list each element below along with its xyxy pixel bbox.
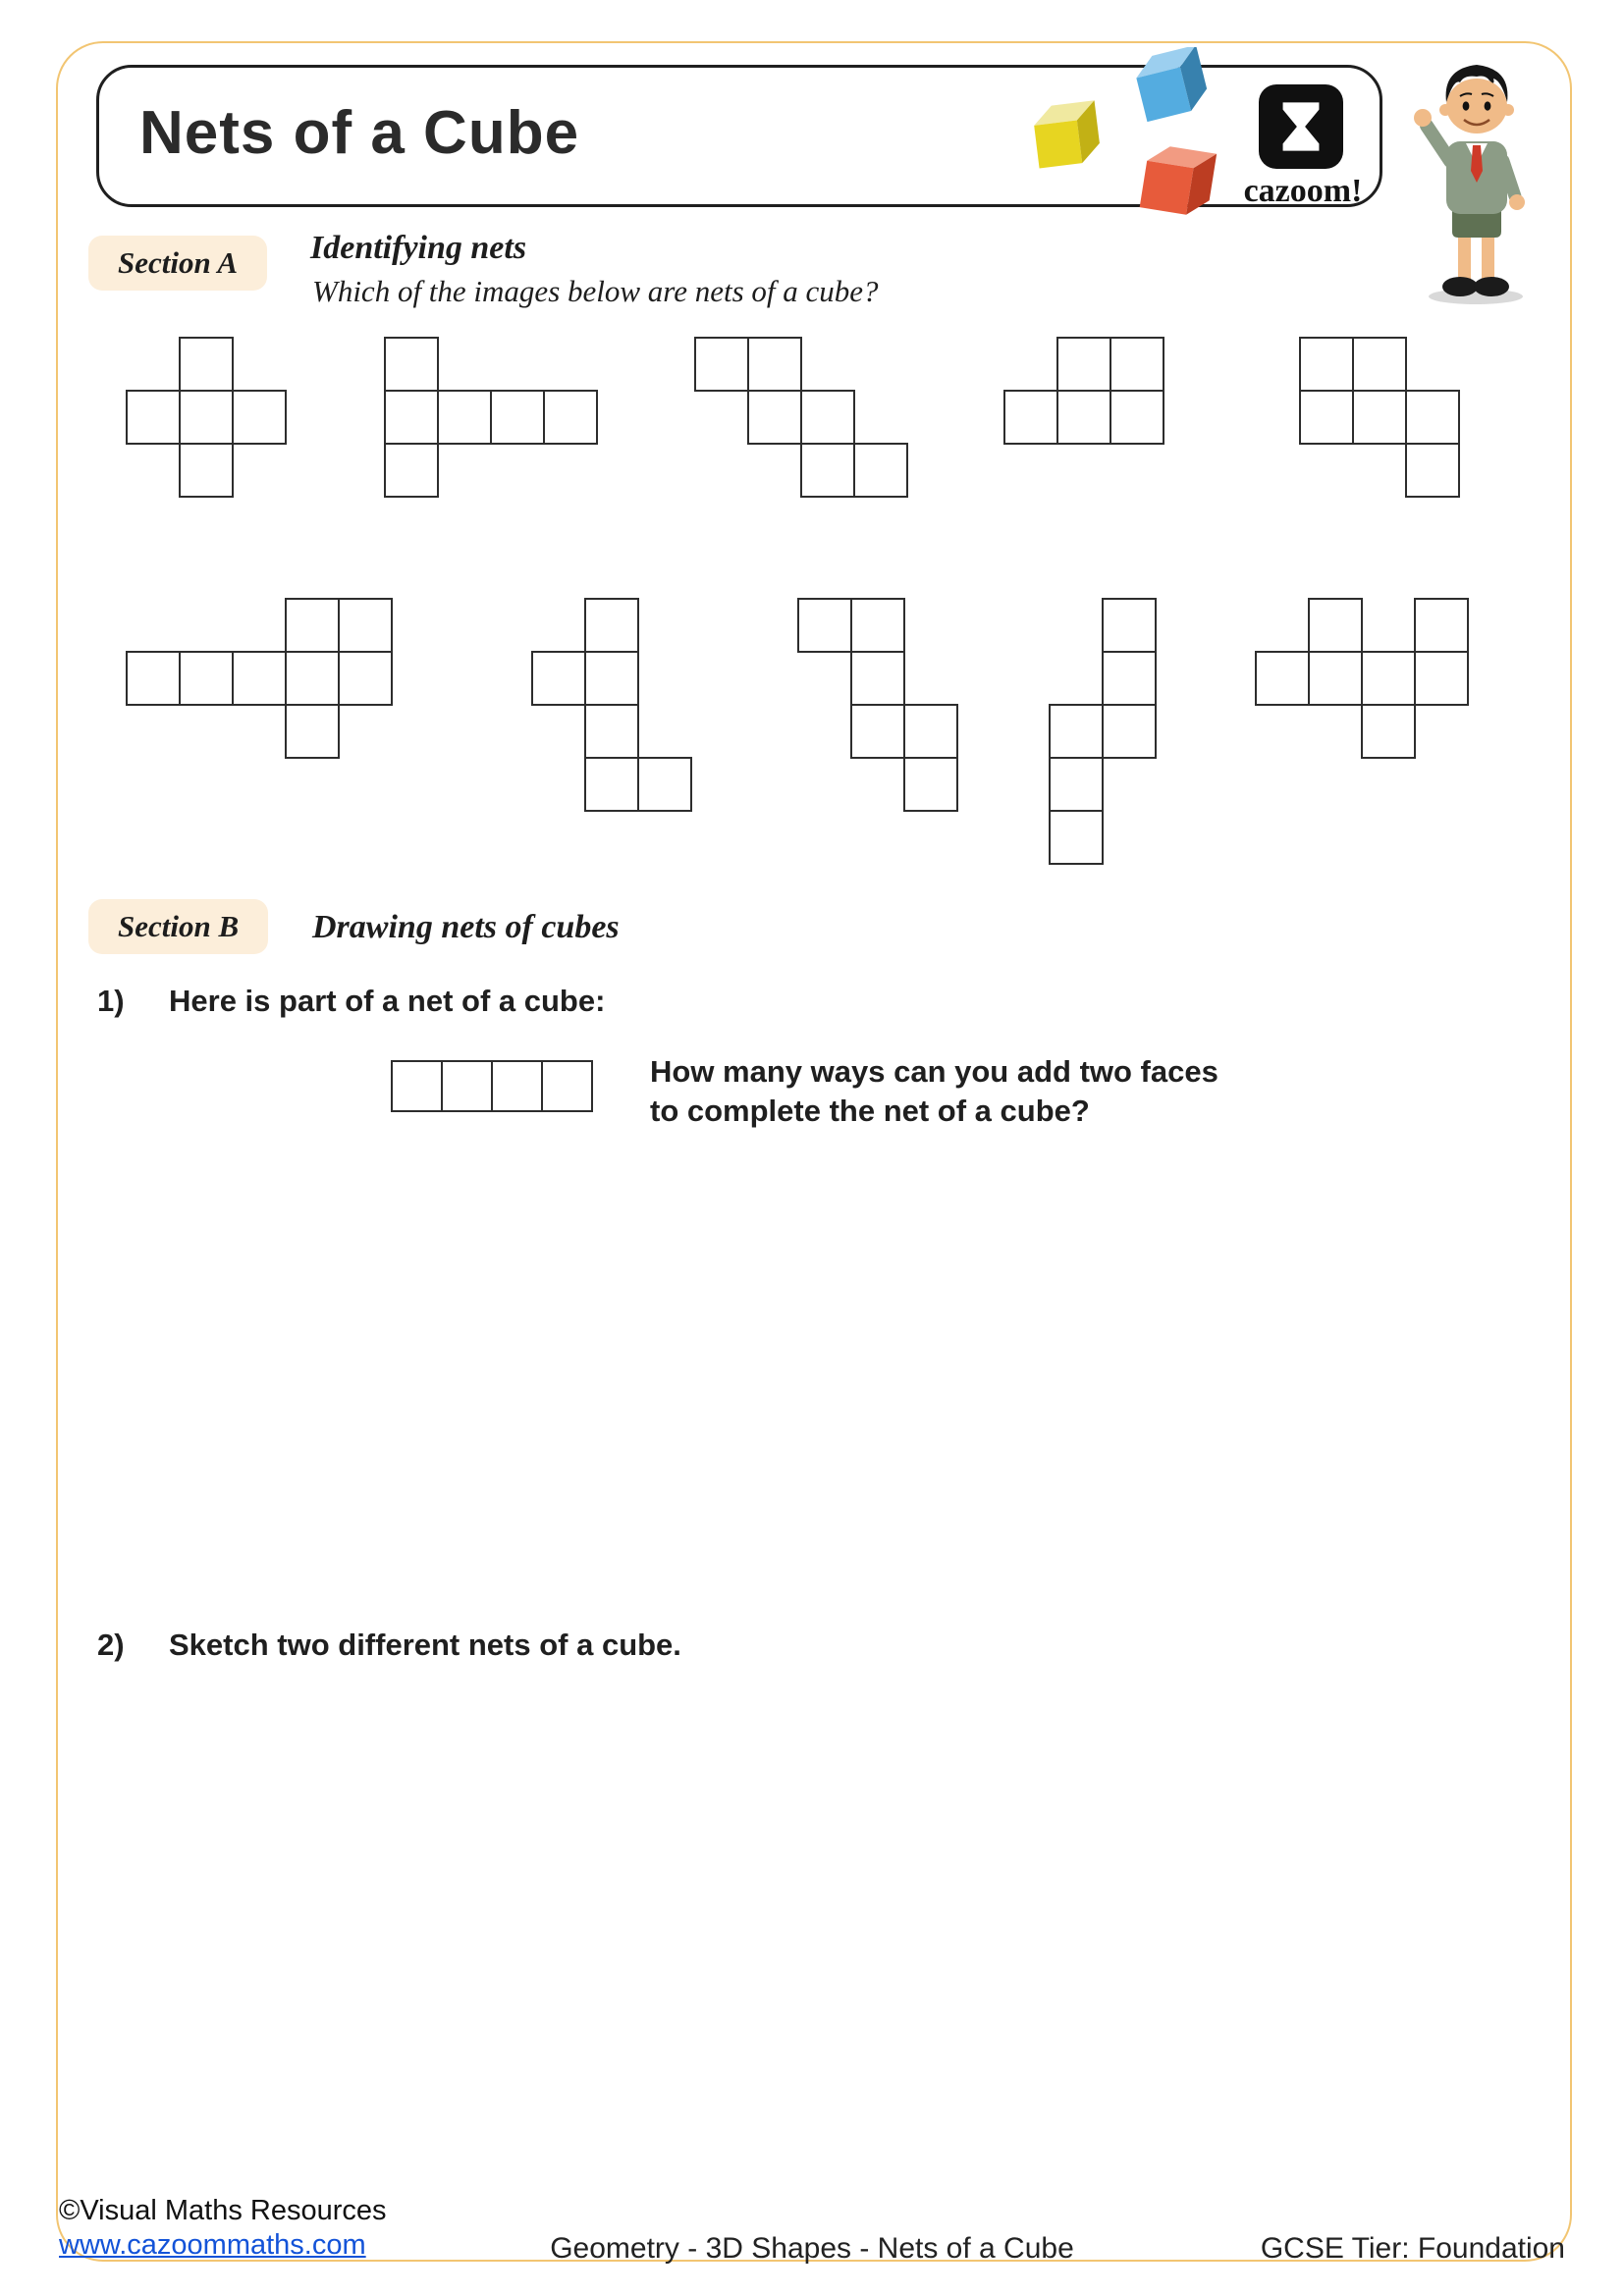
net-face-square xyxy=(1049,757,1104,812)
net-face-square xyxy=(1056,337,1111,392)
question-2-text: Sketch two different nets of a cube. xyxy=(169,1628,681,1662)
section-b-heading: Drawing nets of cubes xyxy=(312,909,620,945)
cazoom-logo-text: cazoom! xyxy=(1243,173,1363,209)
boy-illustration xyxy=(1399,51,1556,306)
question-1-prompt-line2: to complete the net of a cube? xyxy=(650,1094,1090,1128)
net-face-square xyxy=(1049,704,1104,759)
section-a-label-text: Section A xyxy=(118,245,239,280)
net-face-square xyxy=(1110,390,1164,445)
net-face-square xyxy=(232,390,287,445)
net-face-square xyxy=(179,651,234,706)
net-face-square xyxy=(179,337,234,392)
net-face-square xyxy=(338,598,393,653)
net-face-square xyxy=(437,390,492,445)
question-1-number: 1) xyxy=(97,984,125,1018)
net-face-square xyxy=(850,704,905,759)
net-face-square xyxy=(384,337,439,392)
net-face-square xyxy=(384,443,439,498)
net-face-square xyxy=(1405,443,1460,498)
net-face-square xyxy=(1110,337,1164,392)
net-face-square xyxy=(747,390,802,445)
net-face-square xyxy=(903,757,958,812)
net-face-square xyxy=(285,651,340,706)
red-cube-icon xyxy=(1140,143,1217,218)
net-face-square xyxy=(1299,337,1354,392)
footer-website-link[interactable]: www.cazoommaths.com xyxy=(59,2229,366,2261)
net-face-square xyxy=(584,704,639,759)
net-face-square xyxy=(1361,651,1416,706)
partial-net-square xyxy=(541,1060,593,1112)
question-1-prompt-line1: How many ways can you add two faces xyxy=(650,1054,1218,1089)
partial-net-square xyxy=(391,1060,443,1112)
net-face-square xyxy=(285,598,340,653)
net-face-square xyxy=(903,704,958,759)
blue-cube-icon xyxy=(1132,47,1211,122)
net-face-square xyxy=(1299,390,1354,445)
net-face-square xyxy=(531,651,586,706)
net-face-square xyxy=(1003,390,1058,445)
net-face-square xyxy=(1414,598,1469,653)
net-face-square xyxy=(584,757,639,812)
net-face-square xyxy=(800,443,855,498)
net-face-square xyxy=(800,390,855,445)
net-face-square xyxy=(1056,390,1111,445)
footer-topic: Geometry - 3D Shapes - Nets of a Cube xyxy=(550,2232,1074,2265)
cazoom-logo-icon xyxy=(1259,84,1343,169)
net-face-square xyxy=(126,390,181,445)
net-face-square xyxy=(232,651,287,706)
net-face-square xyxy=(637,757,692,812)
net-face-square xyxy=(694,337,749,392)
section-a-label xyxy=(88,236,267,291)
yellow-cube-icon xyxy=(1032,100,1102,168)
partial-net-square xyxy=(491,1060,543,1112)
section-b-label xyxy=(88,899,268,954)
footer-tier: GCSE Tier: Foundation xyxy=(1260,2232,1565,2265)
net-face-square xyxy=(543,390,598,445)
section-a-heading: Identifying nets xyxy=(310,230,527,266)
net-face-square xyxy=(126,651,181,706)
net-face-square xyxy=(747,337,802,392)
net-face-square xyxy=(1361,704,1416,759)
page-title: Nets of a Cube xyxy=(139,99,580,167)
net-face-square xyxy=(1352,337,1407,392)
net-face-square xyxy=(179,443,234,498)
net-face-square xyxy=(850,651,905,706)
net-face-square xyxy=(1255,651,1310,706)
footer-copyright: ©Visual Maths Resources xyxy=(59,2195,387,2226)
net-face-square xyxy=(338,651,393,706)
net-face-square xyxy=(179,390,234,445)
net-face-square xyxy=(1405,390,1460,445)
net-face-square xyxy=(1102,598,1157,653)
net-face-square xyxy=(1102,651,1157,706)
section-b-label-text: Section B xyxy=(118,909,240,943)
net-face-square xyxy=(1308,651,1363,706)
net-face-square xyxy=(850,598,905,653)
section-a-question: Which of the images below are nets of a cube? xyxy=(312,274,879,308)
net-face-square xyxy=(384,390,439,445)
net-face-square xyxy=(797,598,852,653)
net-face-square xyxy=(853,443,908,498)
partial-net-square xyxy=(441,1060,493,1112)
net-face-square xyxy=(584,598,639,653)
net-face-square xyxy=(1102,704,1157,759)
net-face-square xyxy=(1308,598,1363,653)
net-face-square xyxy=(1049,810,1104,865)
net-face-square xyxy=(490,390,545,445)
net-face-square xyxy=(285,704,340,759)
net-face-square xyxy=(1352,390,1407,445)
net-face-square xyxy=(1414,651,1469,706)
question-2-number: 2) xyxy=(97,1628,125,1662)
question-1-text: Here is part of a net of a cube: xyxy=(169,984,606,1018)
net-face-square xyxy=(584,651,639,706)
